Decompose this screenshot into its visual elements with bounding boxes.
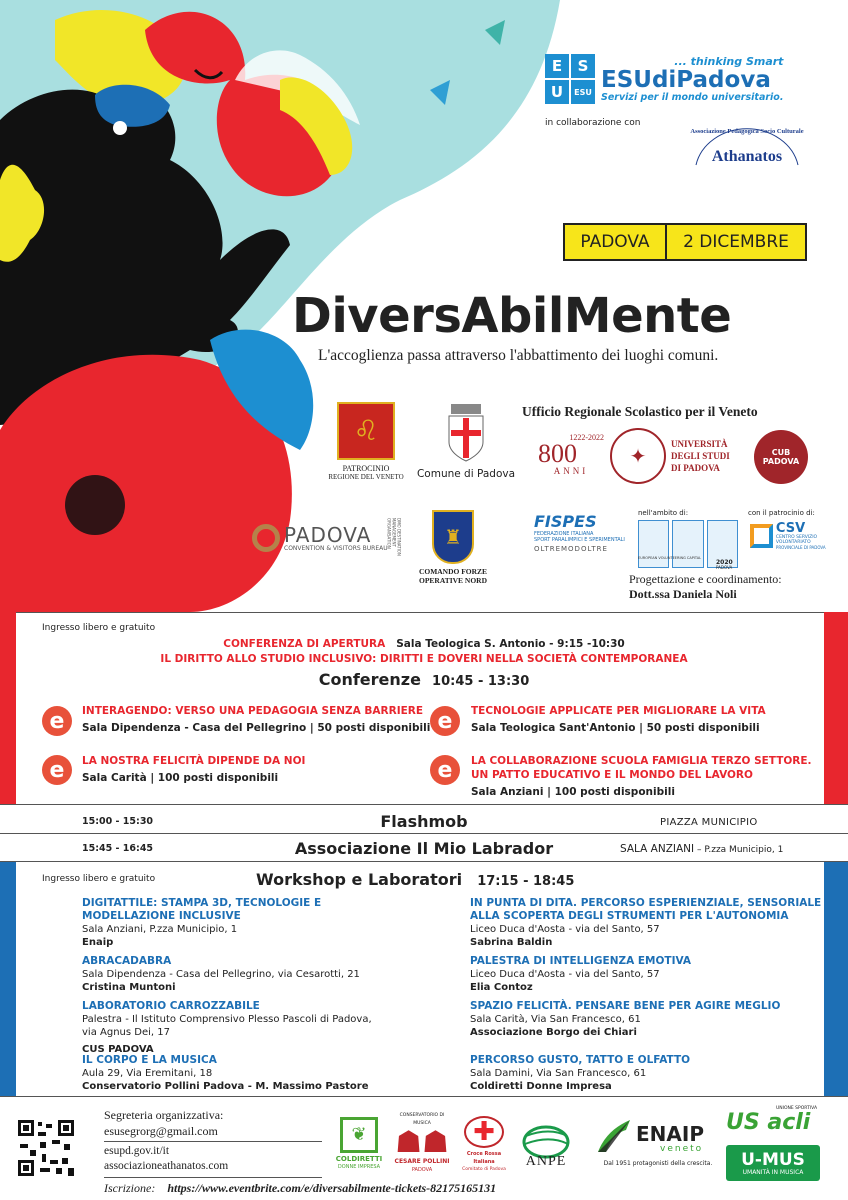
cri-name: Croce Rossa Italiana [466,1151,502,1165]
flashmob-time: 15:00 - 15:30 [82,816,154,827]
ws-place: Sala Carità, Via San Francesco, 61 [470,1014,641,1025]
unipd-seal-icon: ✦ [610,428,666,484]
padova-crest-icon [443,404,489,462]
ws-place: Liceo Duca d'Aosta - via del Santo, 57 [470,924,660,935]
enaip-arrow-icon [596,1118,632,1154]
e-bullet-icon: e [42,755,72,785]
padova-cvb-logo [252,518,402,558]
regione-veneto-logo [326,398,406,484]
e-bullet-icon: e [42,706,72,736]
coldiretti-icon: ❦ [340,1117,378,1153]
unipd-800: 800 [538,439,577,468]
site2-link[interactable]: associazioneathanatos.com [104,1160,229,1172]
conservatorio-name: CESARE POLLINI [394,1158,450,1165]
iscrizione-url[interactable]: https://www.eventbrite.com/e/diversabilmente-tickets-82175165131 [167,1181,497,1195]
coldiretti-logo [336,1116,382,1172]
city-badge: PADOVA [563,223,667,261]
opening-title: IL DIRITTO ALLO STUDIO INCLUSIVO: DIRITTI E DOVERI NELLA SOCIETÀ CONTEMPORANEA [160,653,688,665]
ws-place: Aula 29, Via Eremitani, 18 [82,1068,213,1079]
segreteria-label: Segreteria organizzativa: [104,1108,224,1122]
ws-title: IN PUNTA DI DITA. PERCORSO ESPERIENZIALE, SENSORIALE [470,897,822,909]
ws-by: Elia Contoz [470,982,533,993]
esu-name: ESUdiPadova [601,67,771,93]
ws-place: Liceo Duca d'Aosta - via del Santo, 57 [470,969,660,980]
conf-item [471,704,766,735]
cub-logo: CUB PADOVA [754,430,808,484]
email-link[interactable]: esusegrorg@gmail.com [104,1124,218,1138]
athanatos-logo [688,110,806,180]
conf-time: 10:45 - 13:30 [432,674,530,689]
csv-name: CSV [775,521,806,536]
esu-logo [545,54,783,104]
conservatorio-logo [392,1114,452,1172]
patrocinio-label: con il patrocinio di: [748,509,815,517]
comforop-line1: COMANDO FORZE [418,566,488,576]
ws-by: Conservatorio Pollini Padova - M. Massimo Pastore [82,1081,369,1092]
conf-item [82,754,305,785]
esu-letter-s: S [571,54,595,78]
blue-bar-right [824,862,848,1096]
conf-item-room: Sala Dipendenza - Casa del Pellegrino | 50 posti disponibili [82,722,431,734]
footer-divider-2 [104,1177,322,1178]
unipd-name [671,438,730,474]
unipd-line2: DEGLI STUDI [671,451,730,461]
ws-by: Sabrina Baldin [470,937,553,948]
conf-item-title: TECNOLOGIE APPLICATE PER MIGLIORARE LA VITA [471,705,766,717]
ws-title: PALESTRA DI INTELLIGENZA EMOTIVA [470,955,692,967]
labrador-place-bold: SALA ANZIANI [620,843,695,855]
collab-text: in collaborazione con [545,118,641,128]
conf-item-title-2: UN PATTO EDUCATIVO E IL MONDO DEL LAVORO [471,769,753,781]
fispes-name: FISPES [534,512,597,531]
labrador-time: 15:45 - 16:45 [82,843,154,854]
usacli-top: UNIONE SPORTIVA [776,1106,818,1111]
fispes-logo [534,512,626,553]
divider-footer [0,1096,848,1097]
comune-label: Comune di Padova [416,468,516,480]
enaip-tag: Dal 1951 protagonisti della crescita. [603,1160,713,1167]
ws-title: ABRACADABRA [82,955,172,967]
cri-city: Comitato di Padova [462,1167,506,1172]
unipd-years: 1222-2022 [569,433,604,442]
ws-by: CUS PADOVA [82,1044,154,1055]
site1-link[interactable]: esupd.gov.it/it [104,1145,170,1157]
conservatorio-top: CONSERVATORIO DI MUSICA [399,1113,445,1126]
footer-divider-1 [104,1141,322,1142]
comforop-line2: OPERATIVE NORD [419,575,487,585]
ws-heading-row [256,870,574,889]
labrador-place-rest: – P.zza Municipio, 1 [694,845,784,855]
ws-title: DIGITATTILE: STAMPA 3D, TECNOLOGIE E [82,897,322,909]
conf-heading: Conferenze [318,670,421,689]
red-cross-icon: ✚ [464,1116,504,1148]
ws-place: Sala Anziani, P.zza Municipio, 1 [82,924,238,935]
workshop-item [470,897,821,949]
csv-logo [750,522,848,550]
ws-title: SPAZIO FELICITÀ. PENSARE BENE PER AGIRE MEGLIO [470,1000,781,1012]
coordinator-name: Dott.ssa Daniela Noli [629,587,737,601]
esu-subtitle: Servizi per il mondo universitario. [601,92,784,103]
labrador-place [620,843,783,855]
evc-panel-2 [672,520,703,568]
ws-title: LABORATORIO CARROZZABILE [82,1000,260,1012]
coldiretti-name: COLDIRETTI [335,1155,383,1163]
labrador-row [0,836,848,862]
csv-sub: CENTRO SERVIZIO VOLONTARIATO [775,535,818,545]
csv-sub2: PROVINCIALE DI PADOVA [775,545,826,550]
opening-line [0,638,848,650]
conf-item-room: Sala Carità | 100 posti disponibili [82,772,279,784]
ws-by: Coldiretti Donne Impresa [470,1081,612,1092]
page-subtitle: L'accoglienza passa attraverso l'abbattimento dei luoghi comuni. [318,347,719,364]
ws-place: Palestra - Il Istituto Comprensivo Plesso Pascoli di Padova, [82,1014,372,1025]
blue-bar-left [0,862,16,1096]
qr-code-icon[interactable] [16,1118,76,1178]
ws-place: via Agnus Dei, 17 [82,1027,170,1038]
fispes-sub2: SPORT PARALIMPICI E SPERIMENTALI [534,537,625,543]
conservatorio-icon: ☗☗ [395,1125,449,1160]
conf-item-title: INTERAGENDO: VERSO UNA PEDAGOGIA SENZA BARRIERE [82,705,424,717]
padova-cvb-sub: CONVENTION & VISITORS BUREAU [284,544,388,552]
enaip-logo [596,1118,714,1174]
padova-cvb-side: DMO DESTINATION MANAGEMENT ORGANISATION [386,518,402,556]
conf-free-entry: Ingresso libero e gratuito [42,623,156,633]
iscrizione-label: Iscrizione: [104,1181,156,1195]
athanatos-name: Athanatos [711,148,783,165]
anpe-globe-icon [521,1122,571,1158]
usacli-name: US acli [726,1110,811,1135]
opening-place: Sala Teologica S. Antonio - 9:15 -10:30 [396,638,625,650]
workshop-item [470,1000,780,1039]
anpe-logo [516,1116,576,1172]
divider-flashmob-top [0,804,848,805]
divider-top [0,612,848,613]
ws-title: ALLA SCOPERTA DEGLI STRUMENTI PER L'AUTONOMIA [470,910,789,922]
fispes-tag: OLTREMODOLTRE [534,545,608,553]
conf-item-room: Sala Anziani | 100 posti disponibili [471,786,675,798]
conf-item [82,704,430,735]
esu-tagline: ... thinking Smart [674,55,784,68]
ws-by: Enaip [82,937,114,948]
ws-place: Sala Damini, Via San Francesco, 61 [470,1068,647,1079]
unipd-line1: UNIVERSITÀ [671,439,728,449]
ambito-label: nell'ambito di: [638,509,689,517]
army-crest-icon: ♜ [432,510,474,564]
progettazione-label: Progettazione e coordinamento: [629,572,782,586]
ws-by: Cristina Muntoni [82,982,176,993]
conf-heading-row [0,670,848,689]
date-badge: 2 DICEMBRE [665,223,807,261]
ws-title: MODELLAZIONE INCLUSIVE [82,910,241,922]
veneto-line2: REGIONE DEL VENETO [328,472,404,481]
unipd-line3: DI PADOVA [671,463,720,473]
esu-logo-grid [545,54,595,104]
e-bullet-icon: e [430,706,460,736]
unipd-anni: ANNI [553,466,589,476]
flashmob-title: Flashmob [380,812,468,831]
comune-padova-logo [416,400,516,484]
ws-heading: Workshop e Laboratori [256,870,463,889]
umus-name: U-MUS [741,1149,805,1170]
conf-item-title: LA COLLABORAZIONE SCUOLA FAMIGLIA TERZO SETTORE. [471,755,812,767]
workshop-item [470,955,691,994]
evc-city: PADOVA [716,565,733,570]
workshop-item [82,955,360,994]
umus-logo [726,1145,820,1181]
esu-letter-esu: ESU [571,80,595,104]
ws-free-entry: Ingresso libero e gratuito [42,874,156,884]
workshop-item [82,1000,372,1056]
ws-title: PERCORSO GUSTO, TATTO E OLFATTO [470,1054,691,1066]
esu-letter-u: U [545,80,569,104]
labrador-title: Associazione Il Mio Labrador [294,839,554,858]
iscrizione-row [104,1181,496,1196]
croce-rossa-logo [458,1116,510,1174]
conf-item [471,754,812,799]
flashmob-place: PIAZZA MUNICIPIO [660,817,758,828]
opening-label: CONFERENZA DI APERTURA [223,638,386,650]
flashmob-row [0,806,848,834]
esu-letter-e: E [545,54,569,78]
conservatorio-city: PADOVA [411,1167,433,1173]
comforop-logo [408,505,498,589]
ufficio-scolastico-label: Ufficio Regionale Scolastico per il Veneto [522,404,758,419]
lion-icon: ♌ [337,402,395,460]
workshop-item [82,897,321,949]
conf-item-room: Sala Teologica Sant'Antonio | 50 posti disponibili [471,722,760,734]
padova-cvb-icon [252,524,280,552]
conf-item-title: LA NOSTRA FELICITÀ DIPENDE DA NOI [82,755,306,767]
umus-sub: UMANITÀ IN MUSICA [742,1168,804,1176]
ws-by: Associazione Borgo dei Chiari [470,1027,637,1038]
ws-place: Sala Dipendenza - Casa del Pellegrino, via Cesarotti, 21 [82,969,360,980]
evc-year: 2020 [716,559,733,566]
workshop-item [82,1054,369,1093]
fispes-sub1: FEDERAZIONE ITALIANA [534,531,594,537]
csv-icon [750,524,773,548]
ws-title: IL CORPO E LA MUSICA [82,1054,217,1066]
coldiretti-sub: DONNE IMPRESA [337,1164,381,1170]
unipd-800-logo [538,433,604,481]
enaip-name: ENAIP [636,1122,704,1146]
e-bullet-icon: e [430,755,460,785]
veneto-line1: PATROCINIO [342,463,390,473]
ws-time: 17:15 - 18:45 [477,874,575,889]
workshop-item [470,1054,690,1093]
padova-cvb-name: PADOVA [284,522,372,547]
page-title: DiversAbilMente [292,288,732,344]
usacli-logo [724,1106,824,1142]
evc-panel-1 [638,520,669,568]
evc-text: EUROPEAN VOLUNTEERING CAPITAL [638,556,702,560]
enaip-region: veneto [660,1144,704,1154]
athanatos-ring-icon [688,110,806,180]
anpe-name: ANPE [525,1154,567,1169]
athanatos-ring-text: Associazione Pedagogica Socio Culturale [690,128,804,135]
